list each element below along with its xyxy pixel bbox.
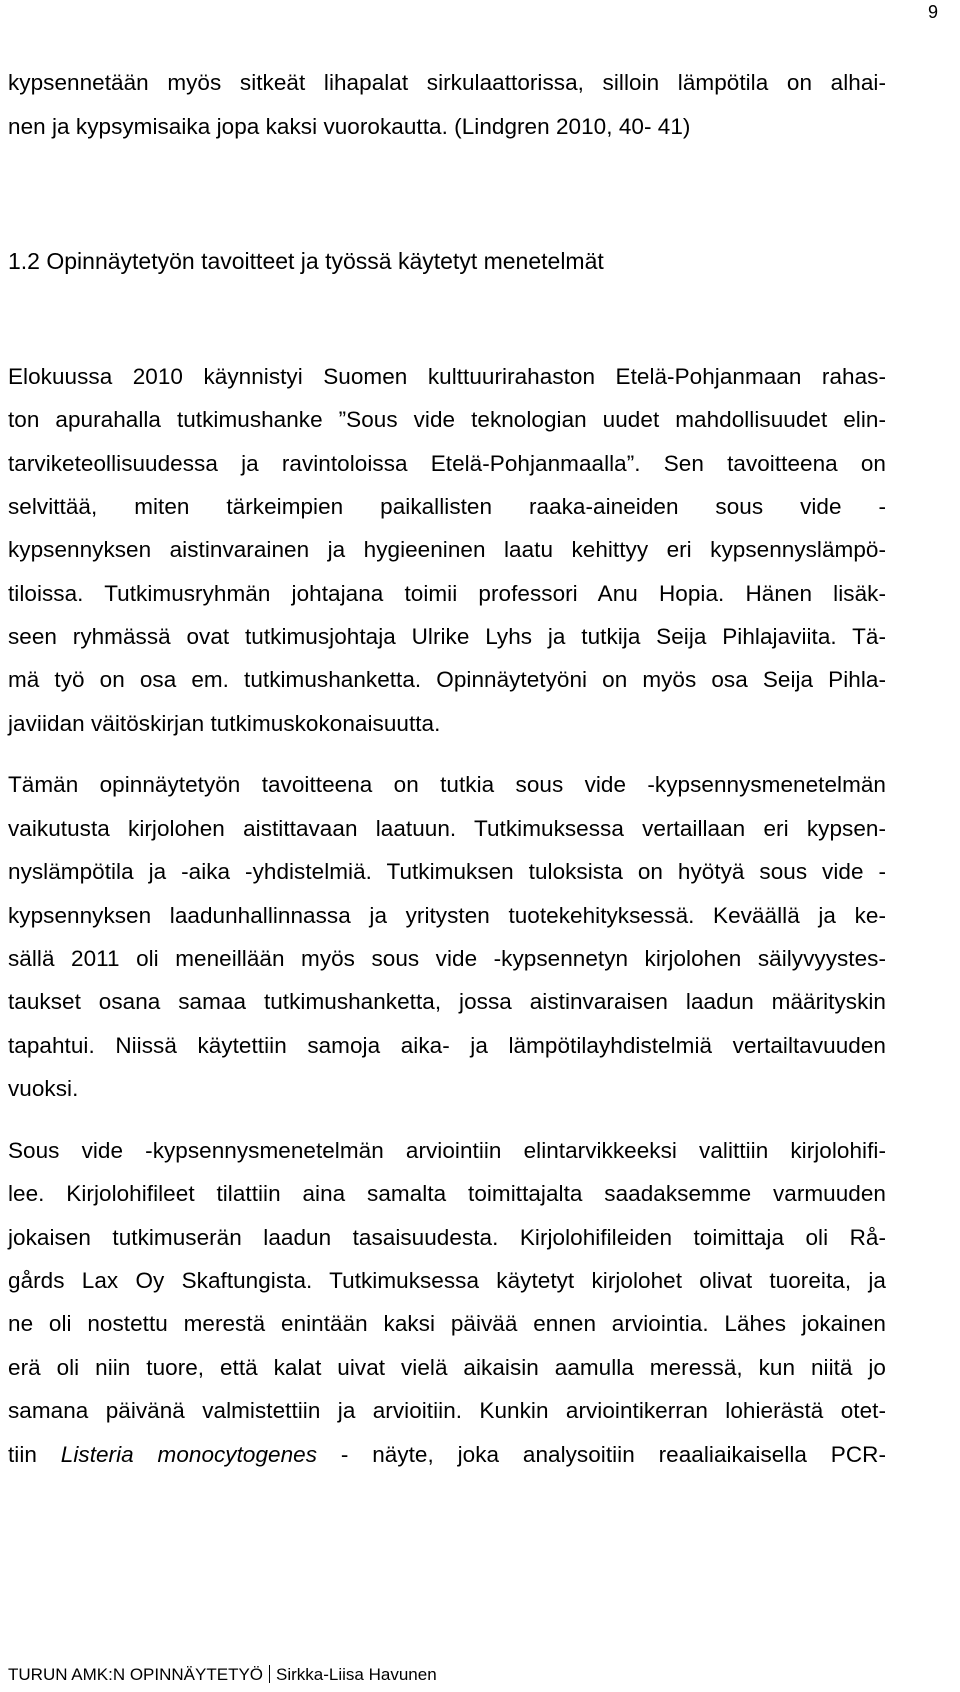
paragraph-2-line: kypsennyksen laadunhallinnassa ja yritysten tuotekehityksessä. Keväällä ja ke- [8,903,886,928]
paragraph-1-line: kypsennyksen aistinvarainen ja hygieeninen laatu kehittyy eri kypsennyslämpö- [8,537,886,562]
paragraph-3-last-line [8,1440,886,1470]
paragraph-1-line: ton apurahalla tutkimushanke ”Sous vide teknologian uudet mahdollisuudet elin- [8,407,886,432]
paragraph-1-line: mä työ on osa em. tutkimushanketta. Opinnäytetyöni on myös osa Seija Pihla- [8,667,886,692]
paragraph-2-line: Tämän opinnäytetyön tavoitteena on tutkia sous vide -kypsennysmenetelmän [8,772,886,797]
paragraph-2-line: vuoksi. [8,1076,79,1101]
paragraph-3-line: lee. Kirjolohifileet tilattiin aina samalta toimittajalta saadaksemme varmuuden [8,1181,886,1206]
section-heading: 1.2 Opinnäytetyön tavoitteet ja työssä käytetyt menetelmät [8,248,604,274]
paragraph-1-line: selvittää, miten tärkeimpien paikallisten raaka-aineiden sous vide - [8,494,886,519]
paragraph-3-line: ne oli nostettu merestä enintään kaksi päivää ennen arviointia. Lähes jokainen [8,1311,886,1336]
paragraph-1-line: javiidan väitöskirjan tutkimuskokonaisuutta. [8,711,441,736]
footer-author: Sirkka-Liisa Havunen [276,1665,437,1684]
footer-institution: TURUN AMK:N OPINNÄYTETYÖ [8,1665,264,1684]
paragraph-2-line: tapahtui. Niissä käytettiin samoja aika- ja lämpötilayhdistelmiä vertailtavuuden [8,1033,886,1058]
paragraph-3-line: gårds Lax Oy Skaftungista. Tutkimuksessa käytetyt kirjolohet olivat tuoreita, ja [8,1268,886,1293]
paragraph-3-line: samana päivänä valmistettiin ja arvioitiin. Kunkin arviointikerran lohierästä otet- [8,1398,886,1423]
species-name-italic: Listeria monocytogenes [60,1442,318,1467]
paragraph-3-line: erä oli niin tuore, että kalat uivat vielä aikaisin aamulla meressä, kun niitä jo [8,1355,886,1380]
page-number: 9 [927,2,938,22]
paragraph-3-line: jokaisen tutkimuserän laadun tasaisuudesta. Kirjolohifileiden toimittaja oli Rå- [8,1225,886,1250]
paragraph-1-line: Elokuussa 2010 käynnistyi Suomen kulttuurirahaston Etelä-Pohjanmaan rahas- [8,364,886,389]
paragraph-2-line: vaikutusta kirjolohen aistittavaan laatuun. Tutkimuksessa vertaillaan eri kypsen- [8,816,886,841]
intro-line-1: kypsennetään myös sitkeät lihapalat sirkulaattorissa, silloin lämpötila on alhai- [8,70,886,95]
paragraph-2-line: sällä 2011 oli meneillään myös sous vide -kypsennetyn kirjolohen säilyvyystes- [8,946,886,971]
footer-separator [269,1665,270,1683]
paragraph-1-line: seen ryhmässä ovat tutkimusjohtaja Ulrike Lyhs ja tutkija Seija Pihlajaviita. Tä- [8,624,886,649]
paragraph-3-last-line-end: - näyte, joka analysoitiin reaaliaikaisella PCR- [317,1442,886,1467]
paragraph-3-line: Sous vide -kypsennysmenetelmän arviointiin elintarvikkeeksi valittiin kirjolohifi- [8,1138,886,1163]
intro-line-2: nen ja kypsymisaika jopa kaksi vuorokautta. (Lindgren 2010, 40- 41) [8,114,691,139]
paragraph-2-line: taukset osana samaa tutkimushanketta, jossa aistinvaraisen laadun määrityskin [8,989,886,1014]
footer [8,1664,437,1686]
paragraph-1-line: tarviketeollisuudessa ja ravintoloissa Etelä-Pohjanmaalla”. Sen tavoitteena on [8,451,886,476]
paragraph-2-line: nyslämpötila ja -aika -yhdistelmiä. Tutkimuksen tuloksista on hyötyä sous vide - [8,859,886,884]
paragraph-1-line: tiloissa. Tutkimusryhmän johtajana toimii professori Anu Hopia. Hänen lisäk- [8,581,886,606]
paragraph-3-last-line-start: tiin [8,1442,61,1467]
